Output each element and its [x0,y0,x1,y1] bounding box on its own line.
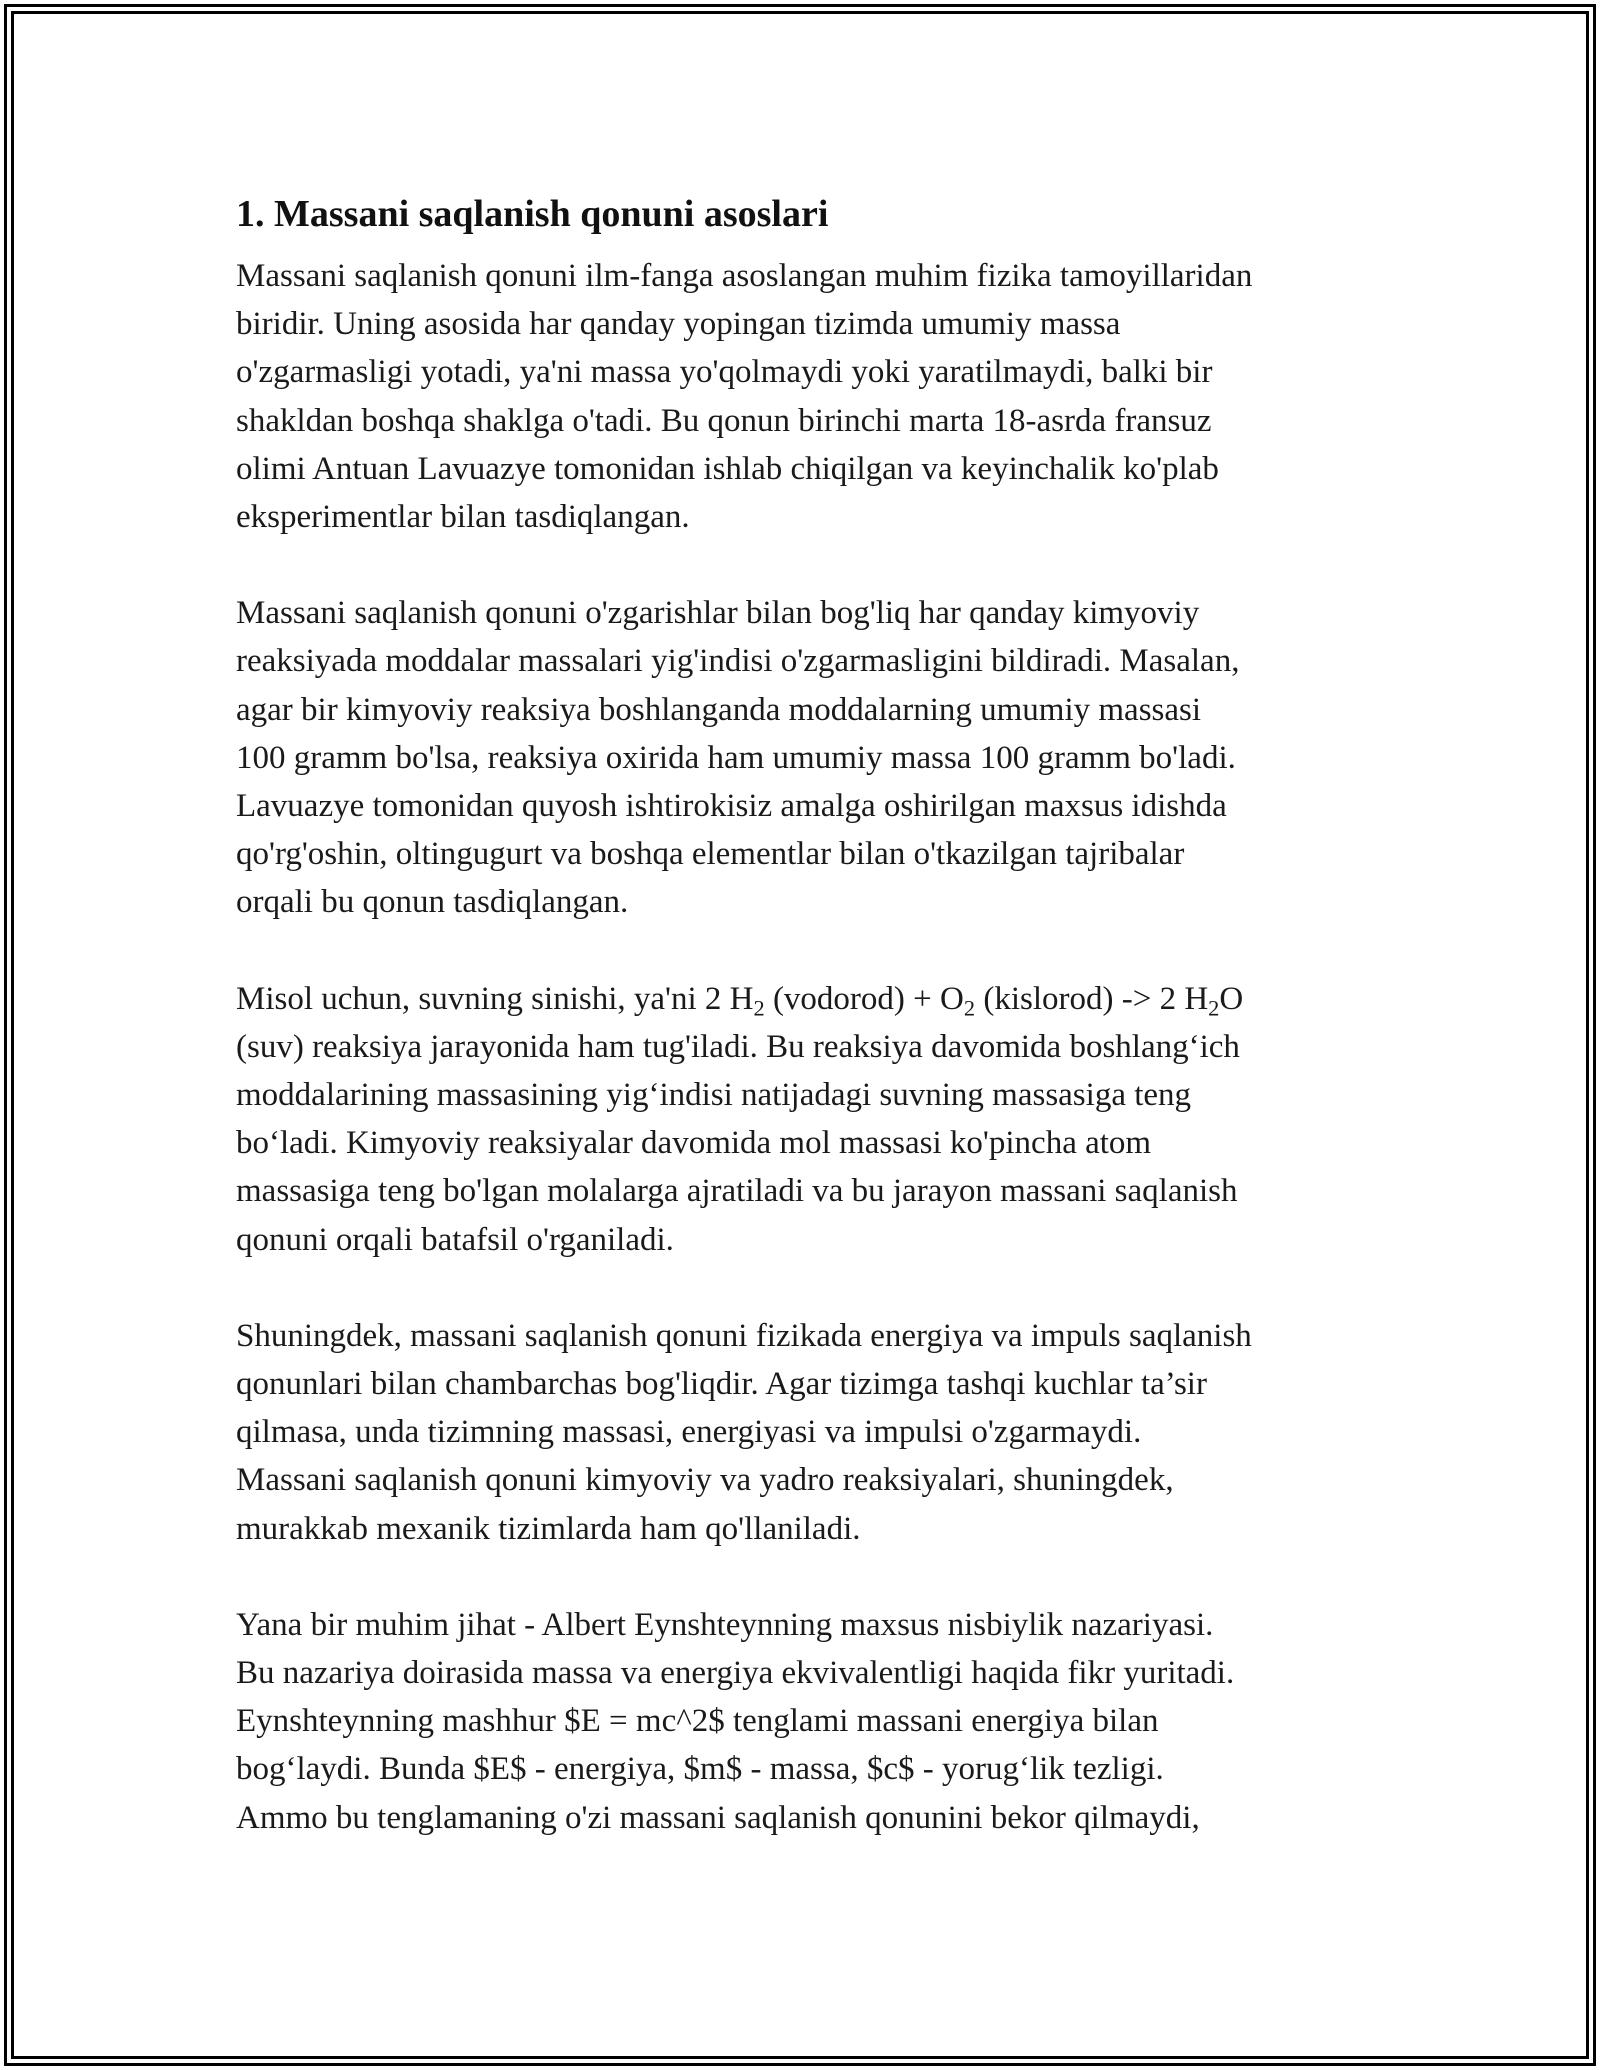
paragraph-einstein: Yana bir muhim jihat - Albert Eynshteynning maxsus nisbiylik nazariyasi. Bu nazariya doirasida massa va energiya ekvivalentligi haqida fikr yuritadi. Eynshteynning mashhur $E = mc^2$ tenglami massani energiya bilan bog‘laydi. Bunda $E$ - energiya, $m$ - massa, $c$ - yorug‘lik tezligi. Ammo bu tenglamaning o'zi massani saqlanish qonunini bekor qilmaydi, [236,1606,1235,1836]
example-text-d: O [1219,980,1244,1017]
example-text-b: (vodorod) + O [764,980,964,1017]
example-text-a: Misol uchun, suvning sinishi, ya'ni 2 H [236,980,754,1017]
paragraph-energy-impulse: Shuningdek, massani saqlanish qonuni fizikada energiya va impuls saqlanish qonunlari bilan chambarchas bog'liqdir. Agar tizimga tashqi kuchlar ta’sir qilmasa, unda tizimning massasi, energiyasi va impulsi o'zgarmaydi. Massani saqlanish qonuni kimyoviy va yadro reaksiyalari, shuningdek, murakkab mexanik tizimlarda ham qo'llaniladi. [236,1317,1252,1547]
paragraph-intro: Massani saqlanish qonuni ilm-fanga asoslangan muhim fizika tamoyillaridan biridir. Uning asosida har qanday yopingan tizimda umumiy massa o'zgarmasligi yotadi, ya'ni massa yo'qolmaydi yoki yaratilmaydi, balki bir shakldan boshqa shaklga o'tadi. Bu qonun birinchi marta 18-asrda fransuz olimi Antuan Lavuazye tomonidan ishlab chiqilgan va keyinchalik ko'plab eksperimentlar bilan tasdiqlangan. [236,258,1253,536]
example-text-rest: (suv) reaksiya jarayonida ham tug'iladi. Bu reaksiya davomida boshlang‘ich moddalarining massasining yig‘indisi natijadagi suvning massasiga teng bo‘ladi. Kimyoviy reaksiyalar davomida mol massasi ko'pincha atom massasiga teng bo'lgan molalarga ajratiladi va bu jarayon massani saqlanish qonuni orqali batafsil o'rganiladi. [236,1028,1240,1258]
subscript: 2 [1208,994,1220,1020]
document-body [236,186,1386,1842]
subscript: 2 [963,994,976,1020]
paragraph-water-example [236,975,1386,1264]
subscript: 2 [753,994,765,1020]
paragraph-chemical-reactions: Massani saqlanish qonuni o'zgarishlar bilan bog'liq har qanday kimyoviy reaksiyada moddalar massalari yig'indisi o'zgarmasligini bildiradi. Masalan, agar bir kimyoviy reaksiya boshlanganda moddalarning umumiy massasi 100 gramm bo'lsa, reaksiya oxirida ham umumiy massa 100 gramm bo'ladi. Lavuazye tomonidan quyosh ishtirokisiz amalga oshirilgan maxsus idishda qo'rg'oshin, oltingugurt va boshqa elementlar bilan o'tkazilgan tajribalar orqali bu qonun tasdiqlangan. [236,595,1240,921]
section-heading: 1. Massani saqlanish qonuni asoslari [236,193,829,235]
example-text-c: (kislorod) -> 2 H [975,980,1209,1017]
